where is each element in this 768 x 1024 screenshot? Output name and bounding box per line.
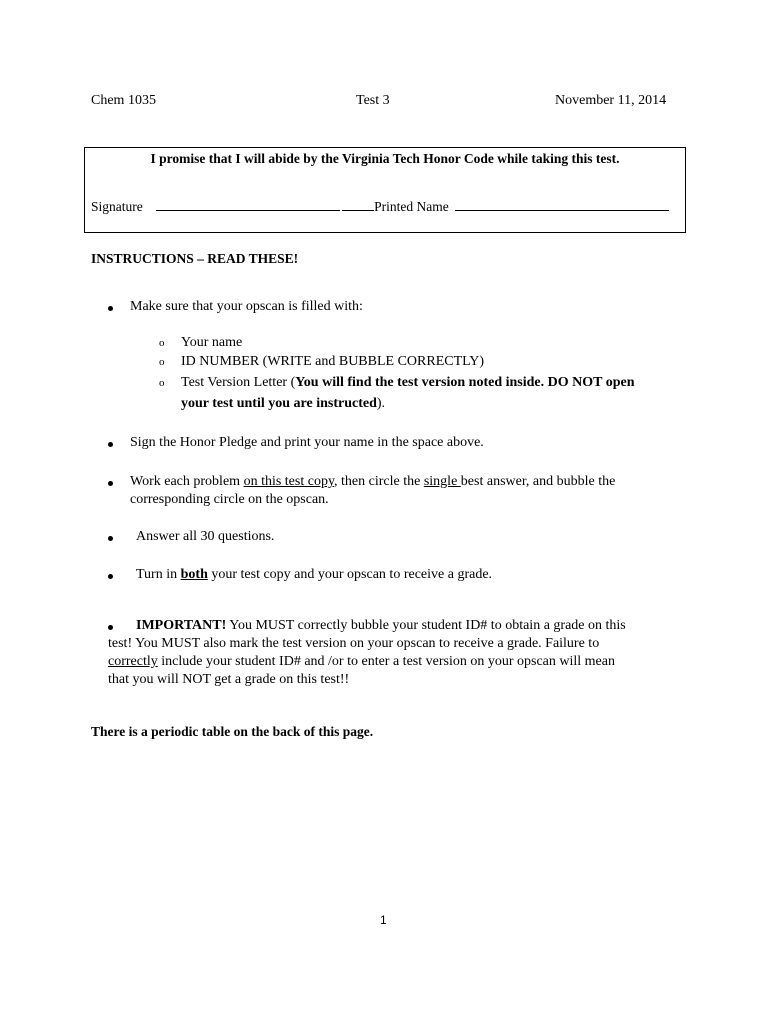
signature-line-extension	[342, 209, 374, 211]
printed-name-line[interactable]	[455, 209, 669, 211]
important-line-4: that you will NOT get a grade on this test!!	[108, 672, 350, 687]
important-text: You MUST correctly bubble your student ID# to obtain a grade on this	[226, 618, 626, 633]
bullet-icon	[108, 306, 113, 311]
sub-bullet-icon: o	[159, 377, 165, 389]
sub-item-version-cont	[181, 396, 385, 412]
important-line-1	[136, 618, 626, 634]
work-text: Work each problem	[130, 474, 244, 489]
bullet-icon	[108, 625, 113, 630]
sub-bullet-icon: o	[159, 356, 165, 368]
sub-bullet-icon: o	[159, 337, 165, 349]
honor-code-box	[84, 147, 686, 233]
important-line-2: test! You MUST also mark the test version on your opscan to receive a grade. Failure to	[108, 636, 600, 651]
version-warning: You will find the test version noted inside. DO NOT open	[295, 375, 635, 390]
sub-item-version	[181, 375, 635, 391]
bullet-icon	[108, 481, 113, 486]
honor-pledge: I promise that I will abide by the Virginia Tech Honor Code while taking this test.	[150, 151, 620, 166]
bullet-icon	[108, 442, 113, 447]
bullet-icon	[108, 536, 113, 541]
both-emphasis: both	[180, 567, 208, 582]
printed-name-label: Printed Name	[374, 199, 449, 214]
sub-item-name: Your name	[181, 335, 243, 350]
instructions-title: INSTRUCTIONS – READ THESE!	[91, 251, 299, 266]
test-title: Test 3	[356, 93, 390, 108]
important-label: IMPORTANT!	[136, 618, 227, 633]
periodic-table-note: There is a periodic table on the back of this page.	[91, 724, 374, 739]
signature-row	[91, 199, 669, 215]
work-text-mid: , then circle the	[334, 474, 424, 489]
single-emphasis: single	[423, 474, 461, 489]
turn-in-text-end: your test copy and your opscan to receive a grade.	[207, 567, 493, 582]
test-date: November 11, 2014	[555, 93, 667, 108]
version-close: ).	[376, 396, 386, 411]
correctly-emphasis: correctly	[108, 654, 158, 669]
course-title: Chem 1035	[91, 93, 156, 108]
page-number: 1	[380, 913, 387, 927]
instruction-work	[130, 474, 615, 490]
instruction-turn-in	[136, 567, 492, 583]
instruction-answer-all: Answer all 30 questions.	[136, 529, 275, 544]
version-text: Test Version Letter (	[181, 375, 296, 390]
work-emphasis: on this test copy	[243, 474, 335, 489]
version-warning-cont: your test until you are instructed	[181, 396, 377, 411]
important-text-3: include your student ID# and /or to enter a test version on your opscan will mean	[157, 654, 615, 669]
turn-in-text: Turn in	[136, 567, 181, 582]
instruction-opscan: Make sure that your opscan is filled with:	[130, 299, 363, 314]
important-line-3	[108, 654, 615, 670]
signature-label: Signature	[91, 199, 143, 214]
sub-item-id: ID NUMBER (WRITE and BUBBLE CORRECTLY)	[181, 354, 485, 369]
instruction-sign: Sign the Honor Pledge and print your name in the space above.	[130, 435, 484, 450]
bullet-icon	[108, 574, 113, 579]
signature-line[interactable]	[156, 209, 340, 211]
work-text-end: best answer, and bubble the	[460, 474, 616, 489]
instruction-work-cont: corresponding circle on the opscan.	[130, 492, 329, 507]
